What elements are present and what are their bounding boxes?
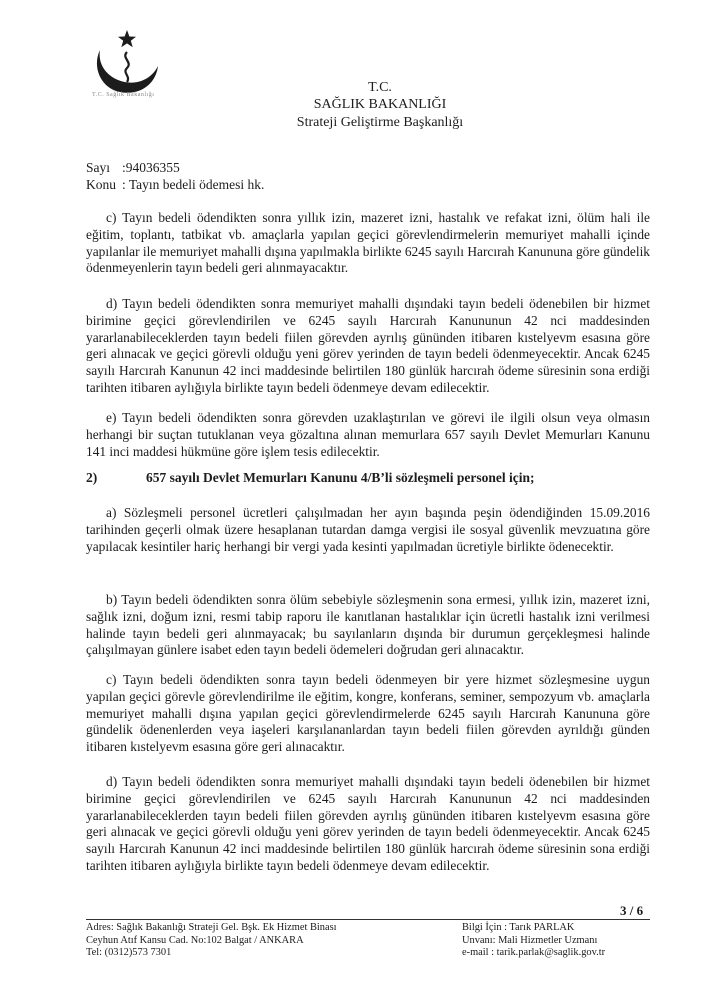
footer-email: e-mail : tarik.parlak@saglik.gov.tr xyxy=(462,947,606,959)
konu-label: Konu xyxy=(86,177,116,192)
meta-sayi xyxy=(86,160,180,176)
page-number: 3 / 6 xyxy=(620,903,644,918)
footer-address-line1: Adres: Sağlık Bakanlığı Strateji Gel. Bşk. Ek Hizmet Binası xyxy=(86,922,337,933)
section-number: 2) xyxy=(86,470,98,485)
section-paragraph-a: a) Sözleşmeli personel ücretleri çalışılmadan her ayın başında peşin ödendiğinden 15.09.2016 tarihinden geçerli olmak üzere hesaplanan tutardan damga vergisi ile sosyal güvenlik mevzuatına göre yapılacak kesintiler hariç herhangi bir vergi yada kesinti yapılmadan ücretiyle birlikte ödenecektir. xyxy=(86,505,650,554)
paragraph-d: d) Tayın bedeli ödendikten sonra memuriyet mahalli dışındaki tayın bedeli ödenebilen bir hizmet birimine geçici görevlendirilen ve 6245 sayılı Harcırah Kanununun 42 nci maddesinden yararlanabileceklerden tayın bedeli fiilen görevden ayrılış gününden itibaren kıstelyevm esasına göre geri alınacak ve geçici görevli olduğu yeni görev yerinden de tayın bedeli ödenmeyecektir. Ancak 6245 sayılı Harcırah Kanunun 42 inci maddesinde belirtilen 180 günlük harcırah ödeme süresinin sona erdiği tarihten itibaren aylığıyla birlikte tayın bedeli ödenmeye devam edilecektir. xyxy=(86,296,650,395)
section-paragraph-d: d) Tayın bedeli ödendikten sonra memuriyet mahalli dışındaki tayın bedeli ödenebilen bir hizmet birimine geçici görevlendirilen ve 6245 sayılı Harcırah Kanununun 42 nci maddesinden yararlanabileceklerden tayın bedeli fiilen görevden ayrılış gününden itibaren kıstelyevm esasına göre geri alınacak ve geçici görevli olduğu yeni görev yerinden de tayın bedeli ödenmeyecektir. Ancak 6245 sayılı Harcırah Kanunun 42 inci maddesinde belirtilen 180 günlük harcırah ödeme süresinin sona erdiği tarihten itibaren aylığıyla birlikte tayın bedeli ödenmeye devam edilecektir. xyxy=(86,774,650,873)
footer-phone: Tel: (0312)573 7301 xyxy=(86,947,172,959)
crescent-shape xyxy=(97,50,158,93)
logo-caption: T.C. Sağlık Bakanlığı xyxy=(92,92,155,98)
header-department: Strateji Geliştirme Başkanlığı xyxy=(296,115,464,130)
header-ministry: SAĞLIK BAKANLIĞI xyxy=(313,97,447,112)
section-heading xyxy=(86,470,534,486)
ministry-of-health-logo xyxy=(86,28,168,112)
footer-divider xyxy=(86,919,650,920)
header-tc: T.C. xyxy=(368,80,392,95)
paragraph-e: e) Tayın bedeli ödendikten sonra görevden uzaklaştırılan ve görevi ile ilgili olsun veya olmasın herhangi bir suçtan tutuklanan veya gözaltına alınan memurlara 657 sayılı Devlet Memurları Kanunu 141 inci maddesi hükmüne göre işlem tesis edilecektir. xyxy=(86,410,650,459)
meta-konu xyxy=(86,177,264,193)
paragraph-c: c) Tayın bedeli ödendikten sonra yıllık izin, mazeret izni, hastalık ve refakat izni, ölüm hali ile eğitim, toplantı, tatbikat vb. amaçlarla yapılan geçici görevlendirmelerin memuriyet mahalli içinde yapılanlar ile memuriyet mahalli dışına yapılmakla birlikte 6245 sayılı Harcırah Kanununa göre gündelik ödenmeyenlerin tayın bedeli geri alınmayacaktır. xyxy=(86,210,650,276)
sayi-value: :94036355 xyxy=(122,160,180,175)
footer-address-line2: Ceyhun Atıf Kansu Cad. No:102 Balgat / ANKARA xyxy=(86,934,304,946)
footer-address-block xyxy=(86,922,337,960)
star-icon xyxy=(118,30,136,47)
footer-contact-block xyxy=(462,922,605,960)
section-paragraph-b: b) Tayın bedeli ödendikten sonra ölüm sebebiyle sözleşmenin sona ermesi, yıllık izin, mazeret izni, sağlık izni, doğum izni, resmi tabip raporu ile kanıtlanan hastalıklar için ücretli hastalık izni verilmesi halinde tayın bedeli geri alınmayacak; bu sayılanların dışında bir durumun gerçekleşmesi halinde çalışılmayan günlere isabet eden tayın bedeli ödemeleri doğrudan geri alınacaktır. xyxy=(86,592,650,658)
caduceus-shape xyxy=(125,52,128,82)
section-title: 657 sayılı Devlet Memurları Kanunu 4/B’li sözleşmeli personel için; xyxy=(146,470,535,485)
konu-value: : Tayın bedeli ödemesi hk. xyxy=(122,177,265,192)
sayi-label: Sayı xyxy=(86,160,111,175)
footer-title: Unvanı: Mali Hizmetler Uzmanı xyxy=(462,934,598,946)
footer-info: Bilgi İçin : Tarık PARLAK xyxy=(462,922,575,933)
section-paragraph-c: c) Tayın bedeli ödendikten sonra tayın bedeli ödenmeyen bir yere hizmet sözleşmesine uygun yapılan geçici görevle görevlendirilme ile eğitim, kongre, konferans, seminer, sempozyum vb. amaçlarla memuriyet mahalli dışına yapılan geçici görevlendirmelerde 6245 sayılı Harcırah Kanununa göre gündelik ödenenlerden veya iaşeleri karşılananlardan tayın bedeli fiilen görevden ayrıldığı günden itibaren kıstelyevm esasına göre geri alınacaktır. xyxy=(86,672,650,755)
